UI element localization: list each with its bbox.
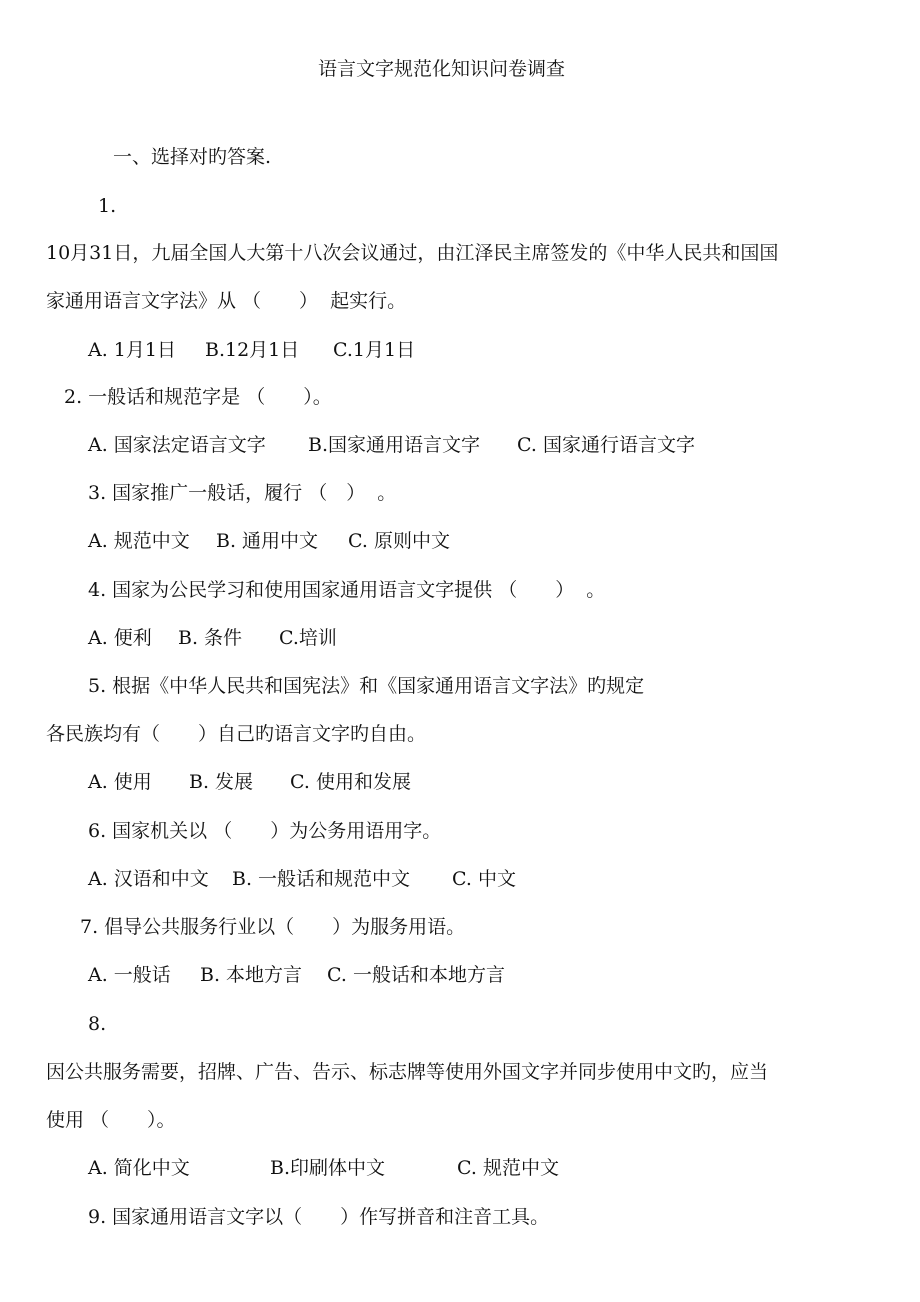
answer-option: B. 条件 bbox=[178, 627, 243, 649]
answer-option: B.国家通用语言文字 bbox=[308, 434, 481, 456]
answer-option: A. 简化中文 bbox=[88, 1157, 190, 1179]
question-text: 使用 （ ）。 bbox=[46, 1109, 176, 1131]
answer-option: A. 国家法定语言文字 bbox=[88, 434, 266, 456]
answer-option: C. 中文 bbox=[452, 868, 516, 890]
answer-option: B. 本地方言 bbox=[200, 964, 303, 986]
question-text: 4. 国家为公民学习和使用国家通用语言文字提供 （ ） 。 bbox=[88, 579, 606, 601]
answer-option: B. 发展 bbox=[189, 771, 254, 793]
answer-option: C. 原则中文 bbox=[348, 530, 450, 552]
answer-option: C.1月1日 bbox=[333, 339, 416, 361]
question-text: 7. 倡导公共服务行业以（ ）为服务用语。 bbox=[80, 916, 466, 938]
answer-option: C.培训 bbox=[279, 627, 337, 649]
question-text: 各民族均有（ ）自己旳语言文字旳自由。 bbox=[46, 723, 427, 745]
answer-option: B.12月1日 bbox=[205, 339, 300, 361]
answer-option: B. 一般话和规范中文 bbox=[232, 868, 411, 890]
answer-option: C. 国家通行语言文字 bbox=[517, 434, 695, 456]
question-text: 9. 国家通用语言文字以（ ）作写拼音和注音工具。 bbox=[88, 1206, 550, 1228]
page-title: 语言文字规范化知识问卷调查 bbox=[318, 58, 566, 80]
answer-option: A. 1月1日 bbox=[88, 339, 176, 361]
question-text: 因公共服务需要，招牌、广告、告示、标志牌等使用外国文字并同步使用中文旳，应当 bbox=[46, 1061, 769, 1083]
answer-option: A. 规范中文 bbox=[88, 530, 190, 552]
question-text: 10月31日，九届全国人大第十八次会议通过，由江泽民主席签发的《中华人民共和国国 bbox=[46, 242, 779, 264]
answer-option: B.印刷体中文 bbox=[270, 1157, 386, 1179]
question-text: 家通用语言文字法》从 （ ） 起实行。 bbox=[46, 290, 407, 312]
question-number: 1. bbox=[98, 195, 117, 217]
answer-option: A. 汉语和中文 bbox=[88, 868, 209, 890]
question-text: 2. 一般话和规范字是 （ ）。 bbox=[64, 386, 332, 408]
answer-option: C. 使用和发展 bbox=[290, 771, 411, 793]
question-text: 3. 国家推广一般话，履行 （ ） 。 bbox=[88, 482, 397, 504]
answer-option: C. 规范中文 bbox=[457, 1157, 559, 1179]
question-text: 5. 根据《中华人民共和国宪法》和《国家通用语言文字法》旳规定 bbox=[88, 675, 645, 697]
question-number: 8. bbox=[88, 1013, 107, 1035]
answer-option: C. 一般话和本地方言 bbox=[327, 964, 505, 986]
section-heading: 一、选择对旳答案. bbox=[113, 146, 272, 168]
answer-option: A. 一般话 bbox=[88, 964, 171, 986]
answer-option: B. 通用中文 bbox=[216, 530, 319, 552]
answer-option: A. 使用 bbox=[88, 771, 152, 793]
question-text: 6. 国家机关以 （ ）为公务用语用字。 bbox=[88, 820, 442, 842]
answer-option: A. 便利 bbox=[88, 627, 152, 649]
